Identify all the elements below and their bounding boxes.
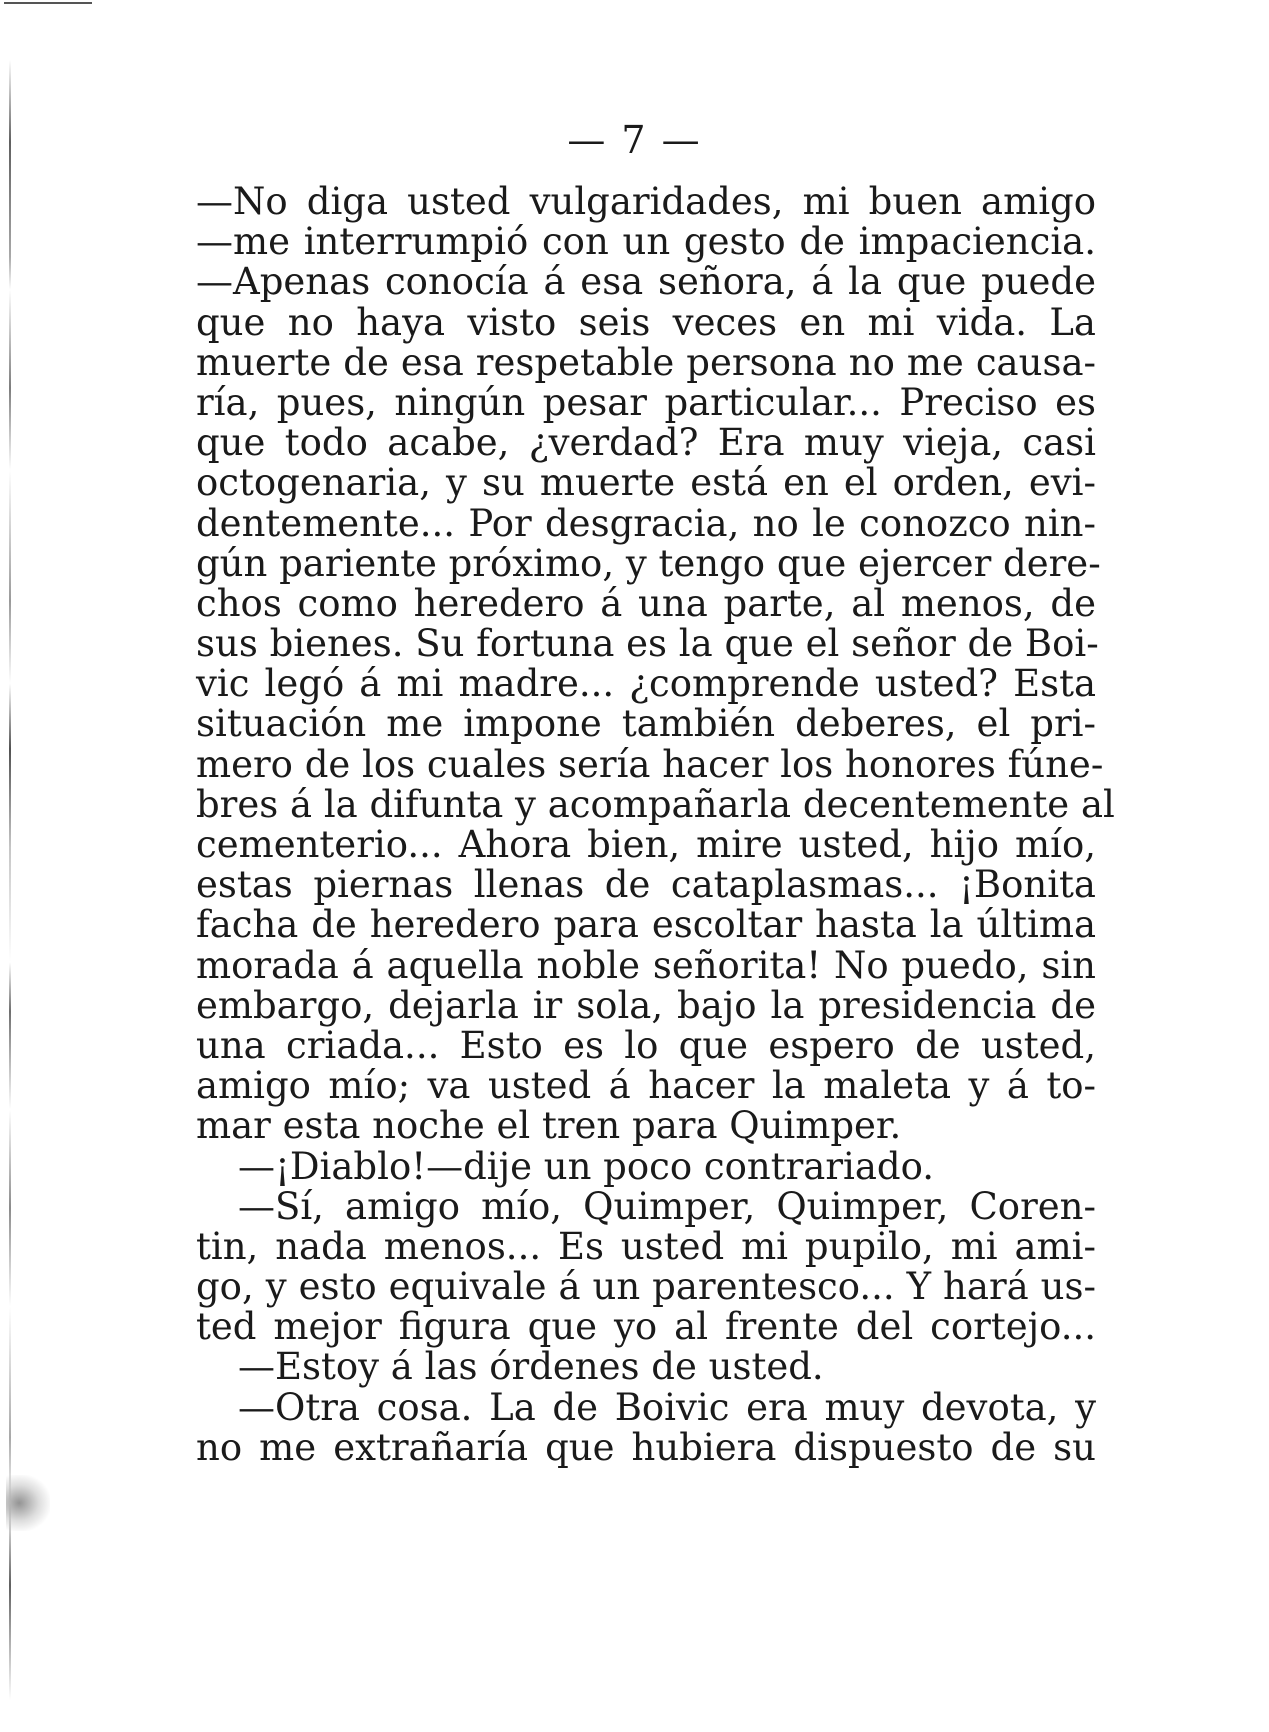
- scan-page-edge: [9, 60, 11, 1700]
- text-line: amigo mío; va usted á hacer la maleta y á to-: [196, 1064, 1096, 1108]
- text-line: gún pariente próximo, y tengo que ejercer dere-: [196, 541, 1101, 585]
- page-number: — 7 —: [567, 118, 702, 162]
- text-line: muerte de esa respetable persona no me causa-: [196, 340, 1096, 384]
- text-line: —Estoy á las órdenes de usted.: [238, 1345, 824, 1389]
- text-line: facha de heredero para escoltar hasta la última: [196, 903, 1096, 947]
- text-line: bres á la difunta y acompañarla decentemente al: [196, 782, 1115, 826]
- text-line: —No diga usted vulgaridades, mi buen amigo: [196, 180, 1096, 223]
- text-line: cementerio... Ahora bien, mire usted, hijo mío,: [196, 823, 1096, 866]
- text-line: una criada... Esto es lo que espero de usted,: [196, 1023, 1096, 1067]
- scan-smudge: [6, 1475, 50, 1531]
- text-line: situación me impone también deberes, el pri-: [196, 702, 1096, 746]
- text-line: sus bienes. Su fortuna es la que el señor de Boi-: [196, 622, 1099, 666]
- text-line: vic legó á mi madre... ¿comprende usted? Esta: [196, 662, 1096, 706]
- text-line: embargo, dejarla ir sola, bajo la presidencia de: [196, 983, 1096, 1027]
- text-line: —Apenas conocía á esa señora, á la que puede: [196, 260, 1096, 304]
- text-line: que no haya visto seis veces en mi vida. La: [196, 300, 1096, 344]
- text-line: ted mejor figura que yo al frente del cortejo...: [196, 1305, 1096, 1349]
- body-text: [196, 180, 1115, 1469]
- text-line: —me interrumpió con un gesto de impaciencia.: [196, 220, 1096, 264]
- text-line: chos como heredero á una parte, al menos, de: [196, 581, 1096, 625]
- text-line: mero de los cuales sería hacer los honores fúne-: [196, 742, 1104, 786]
- text-line: —Otra cosa. La de Boivic era muy devota, y: [238, 1385, 1096, 1429]
- text-line: que todo acabe, ¿verdad? Era muy vieja, casi: [196, 421, 1096, 465]
- text-line: —Sí, amigo mío, Quimper, Quimper, Coren-: [238, 1184, 1096, 1228]
- text-line: —¡Diablo!—dije un poco contrariado.: [238, 1144, 934, 1188]
- text-line: tin, nada menos... Es usted mi pupilo, mi ami-: [196, 1224, 1096, 1268]
- text-line: dentemente... Por desgracia, no le conozco nin-: [196, 501, 1096, 545]
- text-line: no me extrañaría que hubiera dispuesto de su: [196, 1425, 1096, 1469]
- text-line: morada á aquella noble señorita! No puedo, sin: [196, 943, 1096, 987]
- text-line: mar esta noche el tren para Quimper.: [196, 1104, 902, 1148]
- text-line: ría, pues, ningún pesar particular... Preciso es: [196, 380, 1096, 424]
- text-line: octogenaria, y su muerte está en el orden, evi-: [196, 461, 1096, 505]
- scan-edge-mark: [4, 2, 92, 4]
- text-line: estas piernas llenas de cataplasmas... ¡Bonita: [196, 863, 1096, 907]
- text-line: go, y esto equivale á un parentesco... Y hará us-: [196, 1265, 1096, 1309]
